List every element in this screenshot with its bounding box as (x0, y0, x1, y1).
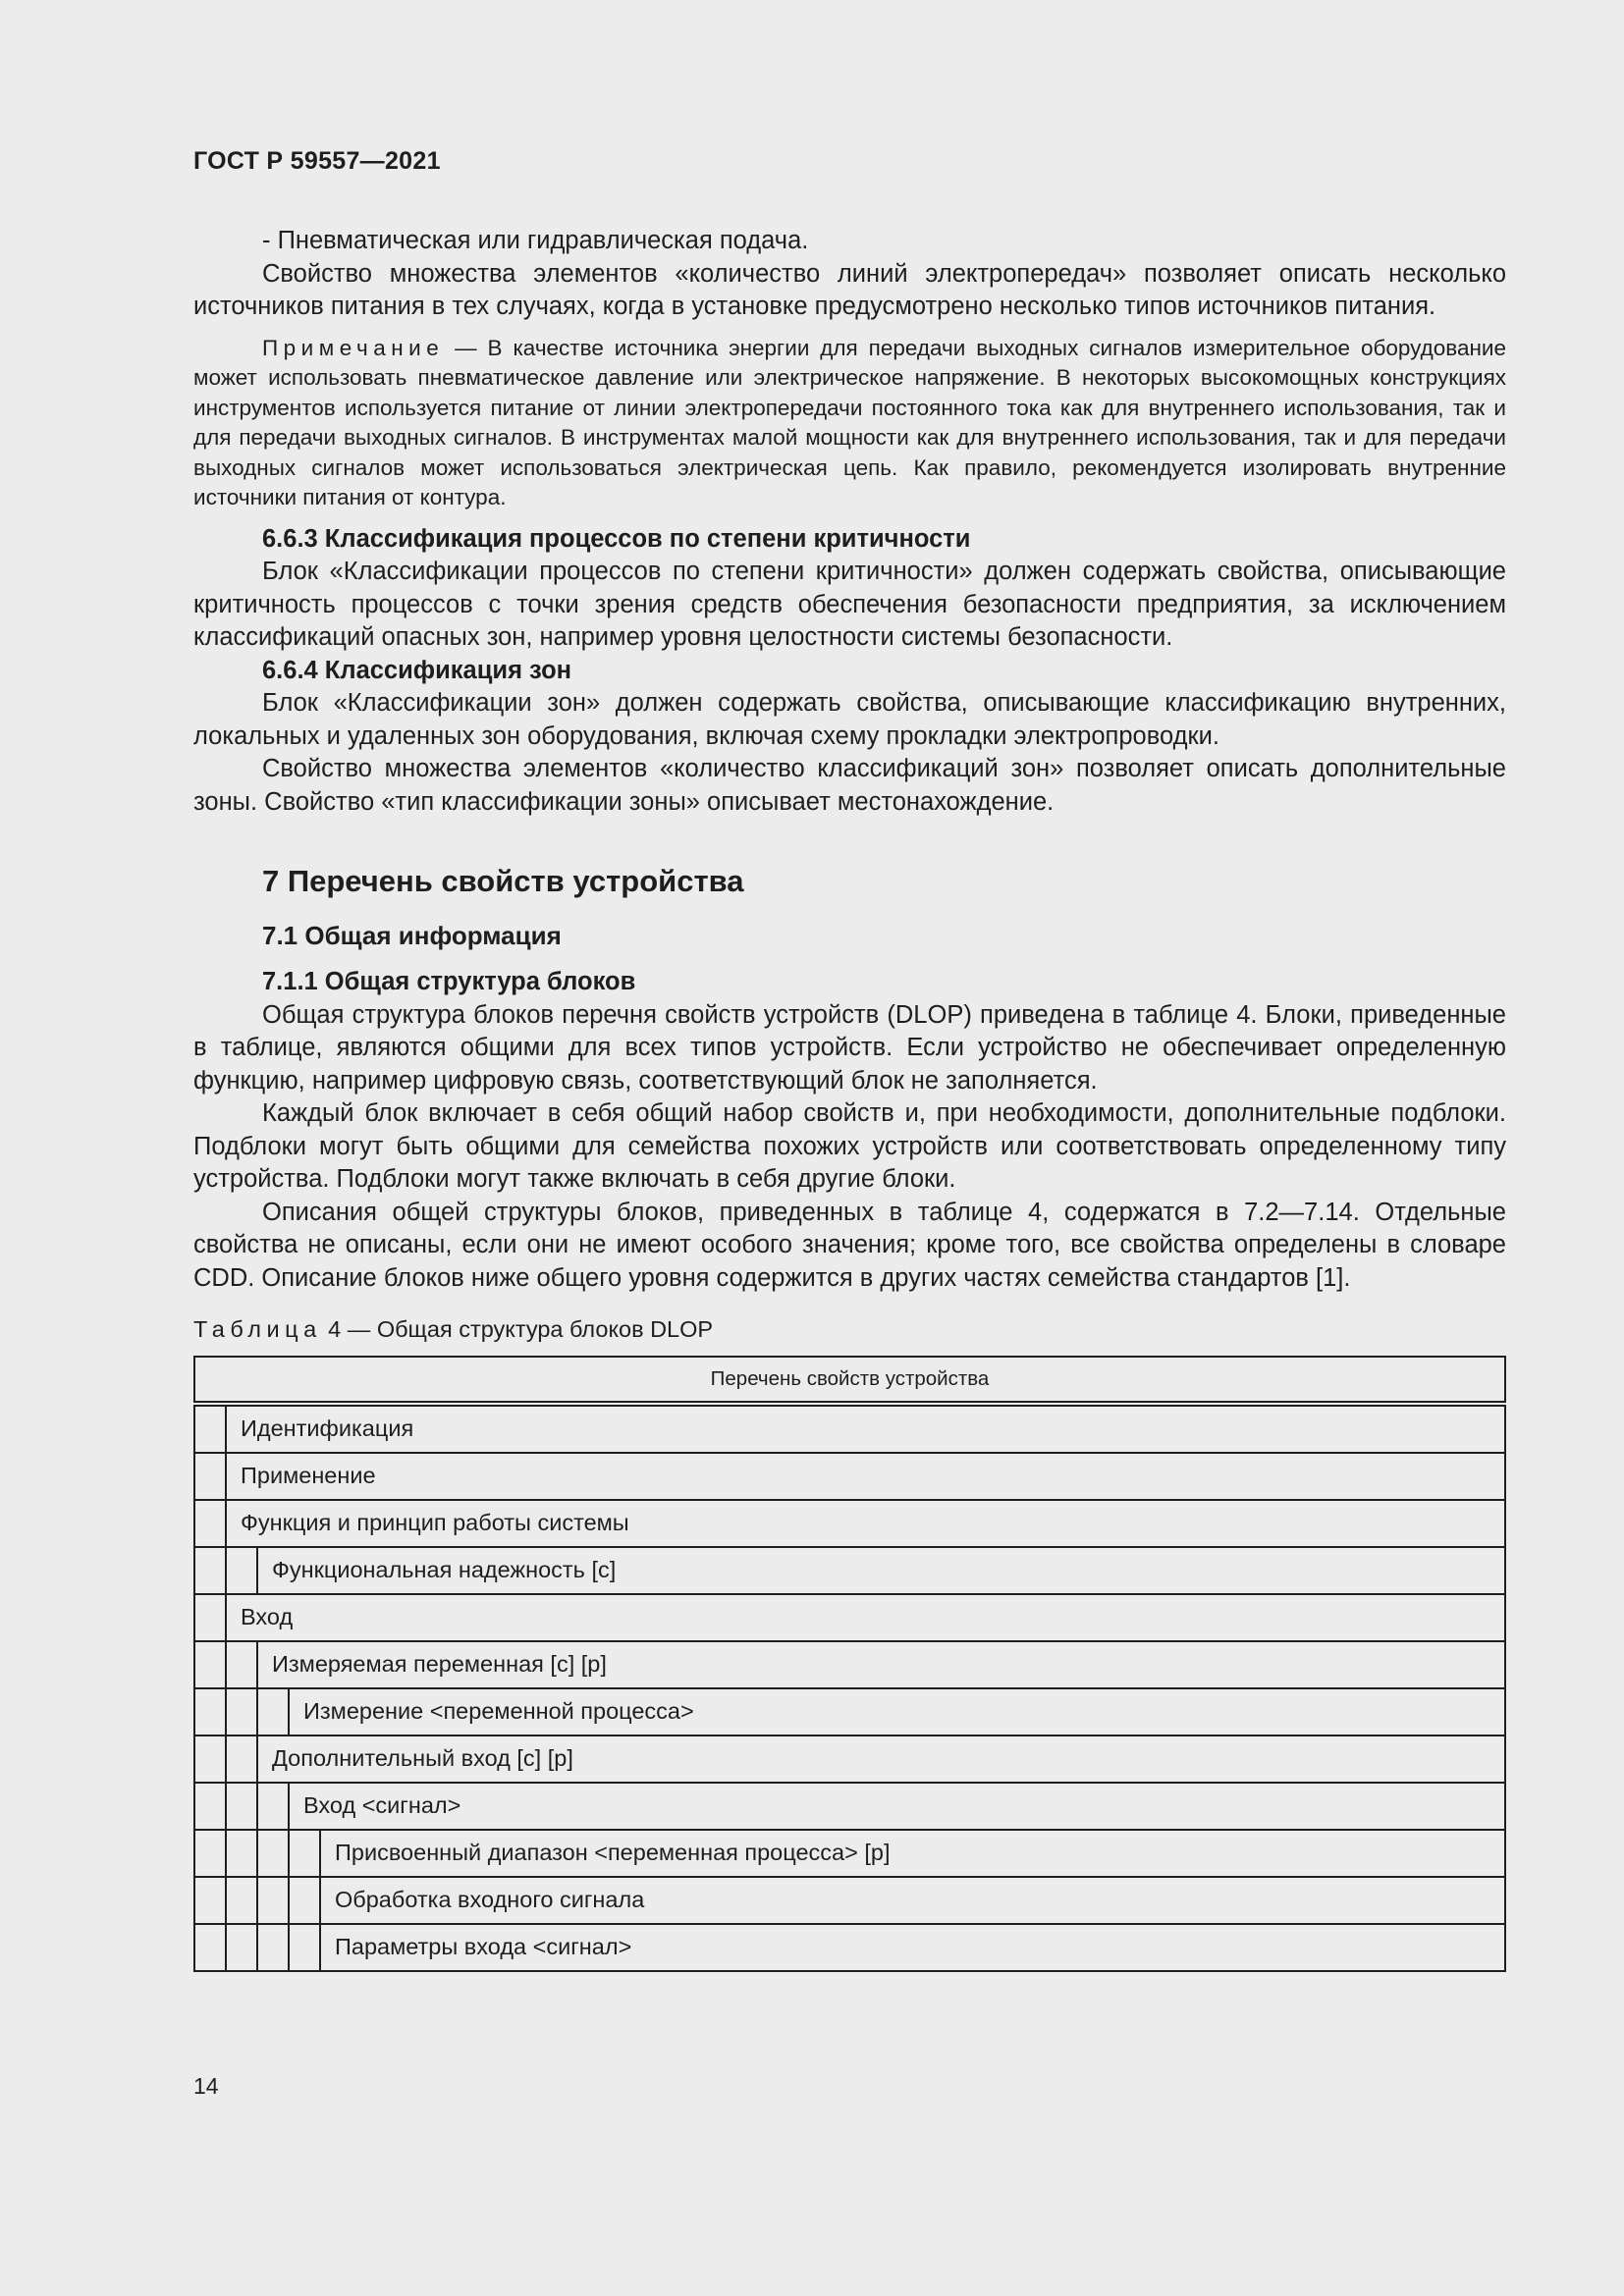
note (193, 334, 1506, 513)
table-row (194, 1735, 1505, 1783)
table-row (194, 1547, 1505, 1594)
table-row-label: Вход (226, 1594, 1505, 1641)
note-label: Примечание (262, 335, 445, 360)
indent-cell (194, 1547, 226, 1594)
table-row-label: Применение (226, 1453, 1505, 1500)
table-row (194, 1877, 1505, 1924)
indent-cell (289, 1830, 320, 1877)
indent-cell (226, 1735, 257, 1783)
indent-cell (194, 1688, 226, 1735)
table-row-label: Измерение <переменной процесса> (289, 1688, 1505, 1735)
indent-cell (226, 1688, 257, 1735)
table-row-label: Обработка входного сигнала (320, 1877, 1505, 1924)
indent-cell (194, 1830, 226, 1877)
indent-cell (194, 1500, 226, 1547)
heading-6-6-3: 6.6.3 Классификация процессов по степени критичности (262, 524, 971, 553)
table-caption-label: Таблица (193, 1316, 322, 1342)
table-row (194, 1500, 1505, 1547)
page-content (193, 225, 1506, 1972)
indent-cell (194, 1641, 226, 1688)
table-row-label: Измеряемая переменная [c] [p] (257, 1641, 1505, 1688)
table-row-label: Параметры входа <сигнал> (320, 1924, 1505, 1971)
heading-7: 7 Перечень свойств устройства (262, 864, 744, 898)
indent-cell (257, 1688, 289, 1735)
paragraph-7-1-1-a: Общая структура блоков перечня свойств устройств (DLOP) приведена в таблице 4. Блоки, приведенные в таблице, являются общими для всех типов устройств. Если устройство не обеспечивает определенную функцию, например цифровую связь, соответствующий блок не заполняется. (193, 1000, 1506, 1095)
dlop-structure-table (193, 1356, 1506, 1972)
table-row-label: Дополнительный вход [c] [p] (257, 1735, 1505, 1783)
indent-cell (289, 1877, 320, 1924)
paragraph-6-6-3: Блок «Классификации процессов по степени критичности» должен содержать свойства, описывающие критичность процессов с точки зрения средств обеспечения безопасности предприятия, за исключением классификаций опасных зон, например уровня целостности системы безопасности. (193, 558, 1506, 651)
indent-cell (257, 1783, 289, 1830)
table-row (194, 1924, 1505, 1971)
indent-cell (257, 1877, 289, 1924)
paragraph-6-6-4-a: Блок «Классификации зон» должен содержать свойства, описывающие классификацию внутренних, локальных и удаленных зон оборудования, включая схему прокладки электропроводки. (193, 689, 1506, 750)
table-row (194, 1641, 1505, 1688)
table-row-label: Вход <сигнал> (289, 1783, 1505, 1830)
indent-cell (226, 1877, 257, 1924)
table-row-label: Идентификация (226, 1404, 1505, 1453)
indent-cell (226, 1641, 257, 1688)
indent-cell (194, 1877, 226, 1924)
indent-cell (194, 1924, 226, 1971)
paragraph-6-6-4-b: Свойство множества элементов «количество классификаций зон» позволяет описать дополнительные зоны. Свойство «тип классификации зоны» описывает местонахождение. (193, 755, 1506, 816)
table-row (194, 1783, 1505, 1830)
page-number: 14 (193, 2073, 219, 2099)
note-text: — В качестве источника энергии для передачи выходных сигналов измерительное оборудование может использовать пневматическое давление или электрическое напряжение. В некоторых высокомощных конструкциях инструментов используется питание от линии электропередачи постоянного тока как для внутреннего использования, так и для передачи выходных сигналов. В инструментах малой мощности как для внутреннего использования, так и для передачи выходных сигналов может использоваться электрическая цепь. Как правило, рекомендуется изолировать внутренние источники питания от контура. (193, 335, 1506, 509)
indent-cell (194, 1783, 226, 1830)
table-caption-text: 4 — Общая структура блоков DLOP (321, 1316, 714, 1342)
indent-cell (194, 1404, 226, 1453)
indent-cell (226, 1783, 257, 1830)
document-code: ГОСТ Р 59557—2021 (193, 147, 441, 175)
indent-cell (194, 1453, 226, 1500)
heading-7-1: 7.1 Общая информация (262, 921, 562, 950)
table-caption (193, 1314, 1506, 1344)
indent-cell (226, 1924, 257, 1971)
indent-cell (257, 1830, 289, 1877)
paragraph-power-lines: Свойство множества элементов «количество линий электропередач» позволяет описать несколько источников питания в тех случаях, когда в установке предусмотрено несколько типов источников питания. (193, 259, 1506, 320)
table-row-label: Функциональная надежность [c] (257, 1547, 1505, 1594)
table-header-cell: Перечень свойств устройства (194, 1357, 1505, 1404)
indent-cell (194, 1735, 226, 1783)
table-row (194, 1594, 1505, 1641)
paragraph-pneumatic: - Пневматическая или гидравлическая подача. (262, 227, 809, 254)
table-row (194, 1404, 1505, 1453)
table-row (194, 1453, 1505, 1500)
table-header-row (194, 1357, 1505, 1404)
table-row-label: Функция и принцип работы системы (226, 1500, 1505, 1547)
table-row (194, 1830, 1505, 1877)
indent-cell (257, 1924, 289, 1971)
heading-6-6-4: 6.6.4 Классификация зон (262, 656, 572, 684)
indent-cell (226, 1547, 257, 1594)
table-row-label: Присвоенный диапазон <переменная процесса> [p] (320, 1830, 1505, 1877)
paragraph-7-1-1-c: Описания общей структуры блоков, приведенных в таблице 4, содержатся в 7.2—7.14. Отдельные свойства не описаны, если они не имеют особого значения; кроме того, все свойства определены в словаре CDD. Описание блоков ниже общего уровня содержится в других частях семейства стандартов [1]. (193, 1198, 1506, 1292)
indent-cell (194, 1594, 226, 1641)
indent-cell (226, 1830, 257, 1877)
paragraph-7-1-1-b: Каждый блок включает в себя общий набор свойств и, при необходимости, дополнительные подблоки. Подблоки могут быть общими для семейства похожих устройств или соответствовать определенному типу устройства. Подблоки могут также включать в себя другие блоки. (193, 1099, 1506, 1193)
indent-cell (289, 1924, 320, 1971)
heading-7-1-1: 7.1.1 Общая структура блоков (262, 968, 636, 995)
table-row (194, 1688, 1505, 1735)
